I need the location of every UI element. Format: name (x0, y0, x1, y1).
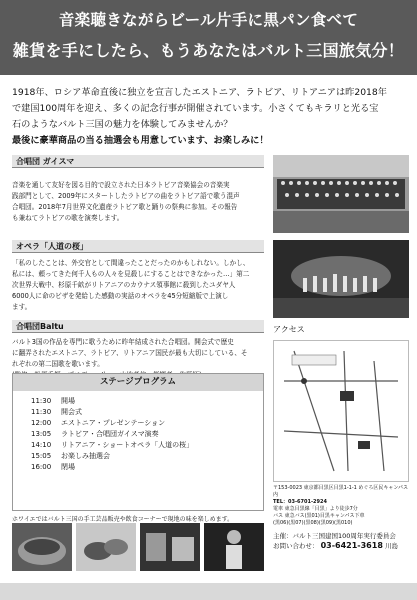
program-time: 12:00 (31, 419, 52, 427)
program-title: ステージプログラム (13, 374, 263, 391)
basket-photo (12, 523, 72, 571)
program-row (31, 440, 193, 450)
choir-photo (273, 155, 409, 233)
body-line: も兼ねてラトビアの歌を演奏します。 (12, 214, 124, 222)
contact-person: 川島 (384, 542, 398, 550)
header-line-1: 音楽聴きながらビール片手に黒パン食べて (58, 11, 359, 29)
access-map (273, 340, 409, 482)
program-time: 11:30 (31, 408, 52, 416)
program-row (31, 418, 165, 428)
body-line: 私には、頼ってきた何千人もの人々を見殺しにすることはできなかった…」第二 (12, 270, 250, 278)
crafts-photo (140, 523, 200, 571)
body-line: ます。 (12, 303, 32, 311)
address-line: 電車 東急目黒線「目黒」より徒歩7分 (273, 506, 358, 512)
body-line: に翻弄されたエストニア、ラトビア、リトアニア国民が最も大切にしている、そ (12, 349, 248, 357)
intro-line: で建国100周年を迎え、多くの記念行事が開催されています。小さくてもキラリと光る宝 (12, 103, 379, 114)
contact-label: お問い合わせ： (273, 542, 319, 550)
stage-program (12, 373, 264, 511)
address-line: 〒153-0023 東京都目黒区目黒1-1-1 めぐろ区民キャンパス内 (273, 485, 409, 498)
program-label: 開場 (61, 397, 75, 405)
program-label: ラトビア・合唱団ガイスマ演奏 (61, 430, 159, 438)
opera-photo (273, 240, 409, 318)
bottom-margin (0, 583, 417, 600)
program-label: エストニア・プレゼンテーション (61, 419, 166, 427)
body-line: 次世界大戦中、杉原千畝がリトアニアのカウナス領事館に殺到したユダヤ人 (12, 281, 236, 289)
program-label: お楽しみ抽選会 (61, 452, 110, 460)
program-row (31, 462, 75, 472)
program-row (31, 451, 110, 461)
section-body-gaisma (12, 180, 264, 224)
access-address (273, 485, 409, 527)
intro-line: 1918年、ロシア革命直後に独立を宣言したエストニア、ラトビア、リトアニアは昨2018年 (12, 87, 387, 98)
body-line: れぞれの第二国歌を歌います。 (12, 360, 104, 368)
program-time: 13:05 (31, 430, 52, 438)
section-title-baltu: 合唱団Baltu (12, 320, 264, 333)
body-line: 音楽を通して友好を図る目的で設立された日本ラトビア音楽協会の音楽実 (12, 181, 230, 189)
section-title-gaisma: 合唱団 ガイスマ (12, 155, 264, 168)
bread-photo (76, 523, 136, 571)
program-time: 15:05 (31, 452, 52, 460)
program-row (31, 429, 159, 439)
body-line: 6000人に命のビザを発給した感動の実話のオペラを45分短縮版で上演し (12, 292, 229, 300)
program-time: 16:00 (31, 463, 52, 471)
program-label: 開会式 (61, 408, 82, 416)
organizer-label: 主催：バルト三国建国100周年実行委員会 (273, 532, 396, 540)
intro-line: 石のようなバルト三国の魅力を体験してみませんか？ (12, 119, 233, 130)
program-row (31, 407, 82, 417)
header-banner (0, 0, 417, 75)
address-line: TEL：03-6701-2924 (273, 499, 327, 505)
program-row (31, 396, 75, 406)
address-line: (黒06)(黒07)(黒08)(黒09)(黒010) (273, 520, 353, 526)
address-line: バス 東急バス(黒01)目黒キャンパス下車 (273, 513, 365, 519)
section-title-opera: オペラ「人道の桜」 (12, 240, 264, 253)
foyer-note: ホワイエではバルト三国の手工芸品販売や飲食コーナーで現地の味を楽しめます。 (12, 516, 234, 523)
body-line: 合唱団。2018年7月世界文化遺産ラトビア歌と踊りの祭典に参加。その報告 (12, 203, 238, 211)
program-time: 14:10 (31, 441, 52, 449)
contact-row (273, 541, 409, 551)
access-title: アクセス (273, 325, 305, 334)
intro-line: 最後に豪華商品の当る抽選会も用意しています、お楽しみに！ (12, 135, 269, 146)
program-time: 11:30 (31, 397, 52, 405)
costume-photo (204, 523, 264, 571)
section-body-opera (12, 258, 264, 313)
product-photos (12, 523, 268, 571)
body-line: 践部門として、2009年にスタートしたラトビアの曲をラトビア語で歌う混声 (12, 192, 240, 200)
program-label: 閉場 (61, 463, 75, 471)
header-line-2: 雑貨を手にしたら、もうあなたはバルト三国旅気分！ (12, 41, 405, 60)
contact-tel: 03-6421-3618 (320, 541, 383, 550)
organizer-info (273, 531, 409, 551)
intro-text (12, 85, 407, 149)
body-line: 「私のしたことは、外交官として間違ったことだったのかもしれない。しかし、 (12, 259, 250, 267)
program-label: リトアニア・ショートオペラ「人道の桜」 (61, 441, 194, 449)
body-line: バルト3国の作品を専門に歌うために昨年結成された合唱団。開会式で歴史 (12, 338, 234, 346)
